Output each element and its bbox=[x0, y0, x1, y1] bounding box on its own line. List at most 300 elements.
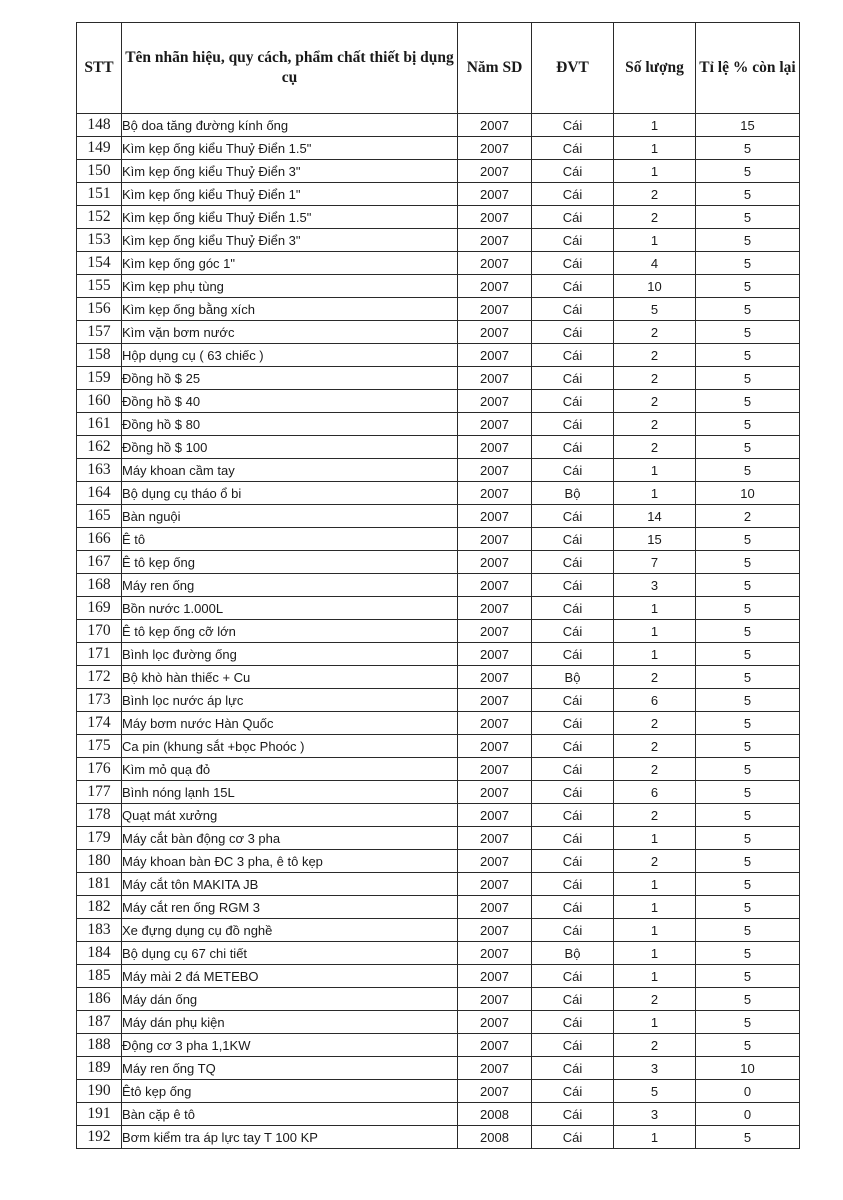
year-of-use-cell: 2007 bbox=[458, 712, 532, 735]
remaining-percent-cell: 5 bbox=[696, 1126, 800, 1149]
remaining-percent-cell: 5 bbox=[696, 942, 800, 965]
table-row bbox=[77, 735, 800, 758]
item-name-cell: Kìm kẹp ống kiểu Thuỷ Điển 1" bbox=[122, 183, 458, 206]
remaining-percent-cell: 10 bbox=[696, 482, 800, 505]
quantity-cell: 3 bbox=[614, 1057, 696, 1080]
remaining-percent-cell: 5 bbox=[696, 781, 800, 804]
row-number-cell: 156 bbox=[77, 298, 122, 321]
table-row bbox=[77, 1034, 800, 1057]
remaining-percent-cell: 5 bbox=[696, 551, 800, 574]
remaining-percent-cell: 5 bbox=[696, 367, 800, 390]
unit-cell: Cái bbox=[532, 1080, 614, 1103]
item-name-cell: Kìm vặn bơm nước bbox=[122, 321, 458, 344]
table-row bbox=[77, 298, 800, 321]
quantity-cell: 7 bbox=[614, 551, 696, 574]
year-of-use-cell: 2007 bbox=[458, 1034, 532, 1057]
table-row bbox=[77, 436, 800, 459]
table-row bbox=[77, 459, 800, 482]
remaining-percent-cell: 5 bbox=[696, 413, 800, 436]
quantity-cell: 1 bbox=[614, 942, 696, 965]
unit-cell: Cái bbox=[532, 344, 614, 367]
year-of-use-cell: 2007 bbox=[458, 551, 532, 574]
unit-cell: Cái bbox=[532, 574, 614, 597]
unit-cell: Cái bbox=[532, 643, 614, 666]
item-name-cell: Đồng hồ $ 100 bbox=[122, 436, 458, 459]
row-number-cell: 171 bbox=[77, 643, 122, 666]
row-number-cell: 152 bbox=[77, 206, 122, 229]
year-of-use-cell: 2007 bbox=[458, 620, 532, 643]
table-row bbox=[77, 390, 800, 413]
year-of-use-cell: 2007 bbox=[458, 298, 532, 321]
quantity-cell: 1 bbox=[614, 896, 696, 919]
quantity-cell: 1 bbox=[614, 459, 696, 482]
year-of-use-cell: 2007 bbox=[458, 252, 532, 275]
table-row bbox=[77, 781, 800, 804]
quantity-cell: 3 bbox=[614, 1103, 696, 1126]
year-of-use-cell: 2007 bbox=[458, 344, 532, 367]
table-row bbox=[77, 712, 800, 735]
quantity-cell: 2 bbox=[614, 804, 696, 827]
row-number-cell: 168 bbox=[77, 574, 122, 597]
year-of-use-cell: 2008 bbox=[458, 1103, 532, 1126]
quantity-cell: 5 bbox=[614, 298, 696, 321]
row-number-cell: 190 bbox=[77, 1080, 122, 1103]
table-row bbox=[77, 1080, 800, 1103]
row-number-cell: 185 bbox=[77, 965, 122, 988]
remaining-percent-cell: 5 bbox=[696, 965, 800, 988]
header-qty: Số lượng bbox=[614, 23, 696, 114]
unit-cell: Cái bbox=[532, 275, 614, 298]
item-name-cell: Bộ dụng cụ tháo ổ bi bbox=[122, 482, 458, 505]
table-row bbox=[77, 919, 800, 942]
row-number-cell: 188 bbox=[77, 1034, 122, 1057]
unit-cell: Cái bbox=[532, 735, 614, 758]
unit-cell: Cái bbox=[532, 229, 614, 252]
unit-cell: Cái bbox=[532, 114, 614, 137]
remaining-percent-cell: 5 bbox=[696, 712, 800, 735]
remaining-percent-cell: 0 bbox=[696, 1080, 800, 1103]
item-name-cell: Máy cắt ren ống RGM 3 bbox=[122, 896, 458, 919]
year-of-use-cell: 2007 bbox=[458, 1080, 532, 1103]
item-name-cell: Bơm kiểm tra áp lực tay T 100 KP bbox=[122, 1126, 458, 1149]
item-name-cell: Kìm kẹp ống kiểu Thuỷ Điển 3" bbox=[122, 160, 458, 183]
table-row bbox=[77, 229, 800, 252]
unit-cell: Cái bbox=[532, 160, 614, 183]
row-number-cell: 158 bbox=[77, 344, 122, 367]
row-number-cell: 187 bbox=[77, 1011, 122, 1034]
quantity-cell: 1 bbox=[614, 114, 696, 137]
year-of-use-cell: 2007 bbox=[458, 436, 532, 459]
remaining-percent-cell: 5 bbox=[696, 344, 800, 367]
row-number-cell: 166 bbox=[77, 528, 122, 551]
header-unit: ĐVT bbox=[532, 23, 614, 114]
remaining-percent-cell: 5 bbox=[696, 298, 800, 321]
row-number-cell: 167 bbox=[77, 551, 122, 574]
row-number-cell: 173 bbox=[77, 689, 122, 712]
quantity-cell: 2 bbox=[614, 1034, 696, 1057]
remaining-percent-cell: 5 bbox=[696, 183, 800, 206]
table-row bbox=[77, 597, 800, 620]
year-of-use-cell: 2007 bbox=[458, 321, 532, 344]
row-number-cell: 172 bbox=[77, 666, 122, 689]
year-of-use-cell: 2007 bbox=[458, 183, 532, 206]
table-row bbox=[77, 896, 800, 919]
item-name-cell: Kìm kẹp ống kiểu Thuỷ Điển 1.5" bbox=[122, 137, 458, 160]
table-row bbox=[77, 321, 800, 344]
row-number-cell: 186 bbox=[77, 988, 122, 1011]
row-number-cell: 181 bbox=[77, 873, 122, 896]
quantity-cell: 5 bbox=[614, 1080, 696, 1103]
quantity-cell: 14 bbox=[614, 505, 696, 528]
year-of-use-cell: 2007 bbox=[458, 597, 532, 620]
unit-cell: Cái bbox=[532, 1103, 614, 1126]
remaining-percent-cell: 5 bbox=[696, 528, 800, 551]
table-row bbox=[77, 482, 800, 505]
remaining-percent-cell: 5 bbox=[696, 160, 800, 183]
item-name-cell: Máy khoan bàn ĐC 3 pha, ê tô kẹp bbox=[122, 850, 458, 873]
unit-cell: Cái bbox=[532, 551, 614, 574]
item-name-cell: Ê tô kẹp ống bbox=[122, 551, 458, 574]
table-row bbox=[77, 1126, 800, 1149]
item-name-cell: Kìm kẹp ống kiểu Thuỷ Điển 3" bbox=[122, 229, 458, 252]
table-row bbox=[77, 574, 800, 597]
unit-cell: Cái bbox=[532, 827, 614, 850]
unit-cell: Cái bbox=[532, 137, 614, 160]
unit-cell: Cái bbox=[532, 367, 614, 390]
quantity-cell: 1 bbox=[614, 137, 696, 160]
quantity-cell: 2 bbox=[614, 344, 696, 367]
unit-cell: Cái bbox=[532, 781, 614, 804]
item-name-cell: Máy ren ống bbox=[122, 574, 458, 597]
unit-cell: Cái bbox=[532, 206, 614, 229]
quantity-cell: 1 bbox=[614, 597, 696, 620]
year-of-use-cell: 2007 bbox=[458, 896, 532, 919]
item-name-cell: Máy cắt tôn MAKITA JB bbox=[122, 873, 458, 896]
unit-cell: Cái bbox=[532, 873, 614, 896]
row-number-cell: 183 bbox=[77, 919, 122, 942]
table-row bbox=[77, 1103, 800, 1126]
row-number-cell: 163 bbox=[77, 459, 122, 482]
table-header bbox=[77, 23, 800, 114]
year-of-use-cell: 2007 bbox=[458, 367, 532, 390]
row-number-cell: 189 bbox=[77, 1057, 122, 1080]
remaining-percent-cell: 5 bbox=[696, 459, 800, 482]
row-number-cell: 182 bbox=[77, 896, 122, 919]
table-row bbox=[77, 275, 800, 298]
unit-cell: Cái bbox=[532, 1126, 614, 1149]
remaining-percent-cell: 5 bbox=[696, 873, 800, 896]
unit-cell: Cái bbox=[532, 689, 614, 712]
item-name-cell: Máy ren ống TQ bbox=[122, 1057, 458, 1080]
row-number-cell: 165 bbox=[77, 505, 122, 528]
quantity-cell: 2 bbox=[614, 666, 696, 689]
table-row bbox=[77, 873, 800, 896]
item-name-cell: Máy mài 2 đá METEBO bbox=[122, 965, 458, 988]
quantity-cell: 2 bbox=[614, 183, 696, 206]
table-row bbox=[77, 114, 800, 137]
table-row bbox=[77, 252, 800, 275]
remaining-percent-cell: 5 bbox=[696, 666, 800, 689]
row-number-cell: 192 bbox=[77, 1126, 122, 1149]
year-of-use-cell: 2007 bbox=[458, 1057, 532, 1080]
remaining-percent-cell: 10 bbox=[696, 1057, 800, 1080]
unit-cell: Cái bbox=[532, 413, 614, 436]
table-row bbox=[77, 206, 800, 229]
year-of-use-cell: 2007 bbox=[458, 390, 532, 413]
quantity-cell: 1 bbox=[614, 620, 696, 643]
remaining-percent-cell: 5 bbox=[696, 574, 800, 597]
table-row bbox=[77, 160, 800, 183]
year-of-use-cell: 2007 bbox=[458, 758, 532, 781]
remaining-percent-cell: 5 bbox=[696, 643, 800, 666]
remaining-percent-cell: 5 bbox=[696, 827, 800, 850]
year-of-use-cell: 2007 bbox=[458, 137, 532, 160]
quantity-cell: 2 bbox=[614, 390, 696, 413]
unit-cell: Bộ bbox=[532, 942, 614, 965]
table-row bbox=[77, 1057, 800, 1080]
year-of-use-cell: 2007 bbox=[458, 459, 532, 482]
unit-cell: Cái bbox=[532, 712, 614, 735]
item-name-cell: Kìm kẹp ống kiểu Thuỷ Điển 1.5" bbox=[122, 206, 458, 229]
unit-cell: Cái bbox=[532, 758, 614, 781]
year-of-use-cell: 2007 bbox=[458, 689, 532, 712]
year-of-use-cell: 2007 bbox=[458, 919, 532, 942]
year-of-use-cell: 2007 bbox=[458, 643, 532, 666]
year-of-use-cell: 2007 bbox=[458, 574, 532, 597]
unit-cell: Cái bbox=[532, 1057, 614, 1080]
remaining-percent-cell: 5 bbox=[696, 804, 800, 827]
table-row bbox=[77, 505, 800, 528]
year-of-use-cell: 2007 bbox=[458, 988, 532, 1011]
row-number-cell: 159 bbox=[77, 367, 122, 390]
year-of-use-cell: 2007 bbox=[458, 413, 532, 436]
table-row bbox=[77, 689, 800, 712]
table-row bbox=[77, 413, 800, 436]
year-of-use-cell: 2007 bbox=[458, 965, 532, 988]
year-of-use-cell: 2007 bbox=[458, 505, 532, 528]
item-name-cell: Bình lọc nước áp lực bbox=[122, 689, 458, 712]
item-name-cell: Máy cắt bàn động cơ 3 pha bbox=[122, 827, 458, 850]
quantity-cell: 1 bbox=[614, 1126, 696, 1149]
year-of-use-cell: 2007 bbox=[458, 827, 532, 850]
year-of-use-cell: 2007 bbox=[458, 114, 532, 137]
table-row bbox=[77, 620, 800, 643]
row-number-cell: 191 bbox=[77, 1103, 122, 1126]
row-number-cell: 149 bbox=[77, 137, 122, 160]
item-name-cell: Ê tô kẹp ống cỡ lớn bbox=[122, 620, 458, 643]
table-row bbox=[77, 137, 800, 160]
row-number-cell: 180 bbox=[77, 850, 122, 873]
row-number-cell: 176 bbox=[77, 758, 122, 781]
table-row bbox=[77, 758, 800, 781]
unit-cell: Cái bbox=[532, 896, 614, 919]
unit-cell: Cái bbox=[532, 804, 614, 827]
item-name-cell: Kìm kẹp phụ tùng bbox=[122, 275, 458, 298]
quantity-cell: 1 bbox=[614, 919, 696, 942]
remaining-percent-cell: 2 bbox=[696, 505, 800, 528]
remaining-percent-cell: 5 bbox=[696, 850, 800, 873]
item-name-cell: Êtô kẹp ống bbox=[122, 1080, 458, 1103]
header-stt: STT bbox=[77, 23, 122, 114]
row-number-cell: 155 bbox=[77, 275, 122, 298]
year-of-use-cell: 2007 bbox=[458, 482, 532, 505]
unit-cell: Cái bbox=[532, 252, 614, 275]
remaining-percent-cell: 5 bbox=[696, 988, 800, 1011]
item-name-cell: Máy bơm nước Hàn Quốc bbox=[122, 712, 458, 735]
item-name-cell: Bộ doa tăng đường kính ống bbox=[122, 114, 458, 137]
quantity-cell: 2 bbox=[614, 367, 696, 390]
quantity-cell: 2 bbox=[614, 321, 696, 344]
row-number-cell: 179 bbox=[77, 827, 122, 850]
unit-cell: Cái bbox=[532, 390, 614, 413]
table-row bbox=[77, 988, 800, 1011]
quantity-cell: 1 bbox=[614, 160, 696, 183]
quantity-cell: 1 bbox=[614, 643, 696, 666]
row-number-cell: 154 bbox=[77, 252, 122, 275]
item-name-cell: Kìm kẹp ống góc 1" bbox=[122, 252, 458, 275]
row-number-cell: 160 bbox=[77, 390, 122, 413]
quantity-cell: 1 bbox=[614, 482, 696, 505]
item-name-cell: Kìm kẹp ống bằng xích bbox=[122, 298, 458, 321]
table-row bbox=[77, 367, 800, 390]
year-of-use-cell: 2007 bbox=[458, 666, 532, 689]
table-row bbox=[77, 850, 800, 873]
table-row bbox=[77, 1011, 800, 1034]
remaining-percent-cell: 5 bbox=[696, 252, 800, 275]
quantity-cell: 3 bbox=[614, 574, 696, 597]
remaining-percent-cell: 5 bbox=[696, 620, 800, 643]
table-row bbox=[77, 528, 800, 551]
table-row bbox=[77, 804, 800, 827]
item-name-cell: Bồn nước 1.000L bbox=[122, 597, 458, 620]
quantity-cell: 1 bbox=[614, 229, 696, 252]
header-year: Năm SD bbox=[458, 23, 532, 114]
item-name-cell: Bàn nguội bbox=[122, 505, 458, 528]
row-number-cell: 177 bbox=[77, 781, 122, 804]
item-name-cell: Quạt mát xưởng bbox=[122, 804, 458, 827]
header-row bbox=[77, 23, 800, 114]
unit-cell: Cái bbox=[532, 436, 614, 459]
year-of-use-cell: 2007 bbox=[458, 873, 532, 896]
unit-cell: Bộ bbox=[532, 666, 614, 689]
quantity-cell: 1 bbox=[614, 827, 696, 850]
row-number-cell: 157 bbox=[77, 321, 122, 344]
year-of-use-cell: 2007 bbox=[458, 1011, 532, 1034]
remaining-percent-cell: 5 bbox=[696, 275, 800, 298]
header-name: Tên nhãn hiệu, quy cách, phẩm chất thiết bị dụng cụ bbox=[122, 23, 458, 114]
unit-cell: Cái bbox=[532, 988, 614, 1011]
remaining-percent-cell: 5 bbox=[696, 896, 800, 919]
remaining-percent-cell: 5 bbox=[696, 137, 800, 160]
table-row bbox=[77, 827, 800, 850]
quantity-cell: 15 bbox=[614, 528, 696, 551]
quantity-cell: 6 bbox=[614, 781, 696, 804]
quantity-cell: 2 bbox=[614, 988, 696, 1011]
remaining-percent-cell: 0 bbox=[696, 1103, 800, 1126]
remaining-percent-cell: 5 bbox=[696, 735, 800, 758]
unit-cell: Cái bbox=[532, 965, 614, 988]
item-name-cell: Bàn cặp ê tô bbox=[122, 1103, 458, 1126]
year-of-use-cell: 2007 bbox=[458, 160, 532, 183]
remaining-percent-cell: 5 bbox=[696, 1011, 800, 1034]
row-number-cell: 164 bbox=[77, 482, 122, 505]
unit-cell: Cái bbox=[532, 1011, 614, 1034]
year-of-use-cell: 2007 bbox=[458, 942, 532, 965]
remaining-percent-cell: 5 bbox=[696, 436, 800, 459]
header-pct: Tỉ lệ % còn lại bbox=[696, 23, 800, 114]
quantity-cell: 2 bbox=[614, 735, 696, 758]
quantity-cell: 4 bbox=[614, 252, 696, 275]
table-row bbox=[77, 666, 800, 689]
item-name-cell: Hộp dụng cụ ( 63 chiếc ) bbox=[122, 344, 458, 367]
item-name-cell: Đồng hồ $ 40 bbox=[122, 390, 458, 413]
row-number-cell: 151 bbox=[77, 183, 122, 206]
year-of-use-cell: 2007 bbox=[458, 735, 532, 758]
remaining-percent-cell: 5 bbox=[696, 919, 800, 942]
item-name-cell: Ê tô bbox=[122, 528, 458, 551]
table-row bbox=[77, 551, 800, 574]
item-name-cell: Ca pin (khung sắt +bọc Phoóc ) bbox=[122, 735, 458, 758]
year-of-use-cell: 2007 bbox=[458, 275, 532, 298]
year-of-use-cell: 2008 bbox=[458, 1126, 532, 1149]
remaining-percent-cell: 5 bbox=[696, 229, 800, 252]
item-name-cell: Động cơ 3 pha 1,1KW bbox=[122, 1034, 458, 1057]
quantity-cell: 2 bbox=[614, 712, 696, 735]
quantity-cell: 2 bbox=[614, 413, 696, 436]
quantity-cell: 2 bbox=[614, 850, 696, 873]
item-name-cell: Xe đựng dụng cụ đồ nghề bbox=[122, 919, 458, 942]
quantity-cell: 2 bbox=[614, 436, 696, 459]
row-number-cell: 169 bbox=[77, 597, 122, 620]
remaining-percent-cell: 5 bbox=[696, 689, 800, 712]
unit-cell: Cái bbox=[532, 528, 614, 551]
remaining-percent-cell: 5 bbox=[696, 390, 800, 413]
table-row bbox=[77, 183, 800, 206]
table-row bbox=[77, 942, 800, 965]
item-name-cell: Đồng hồ $ 25 bbox=[122, 367, 458, 390]
unit-cell: Cái bbox=[532, 183, 614, 206]
quantity-cell: 6 bbox=[614, 689, 696, 712]
quantity-cell: 1 bbox=[614, 873, 696, 896]
item-name-cell: Bình nóng lạnh 15L bbox=[122, 781, 458, 804]
quantity-cell: 1 bbox=[614, 1011, 696, 1034]
table-row bbox=[77, 965, 800, 988]
row-number-cell: 175 bbox=[77, 735, 122, 758]
year-of-use-cell: 2007 bbox=[458, 781, 532, 804]
year-of-use-cell: 2007 bbox=[458, 804, 532, 827]
row-number-cell: 148 bbox=[77, 114, 122, 137]
item-name-cell: Máy dán ống bbox=[122, 988, 458, 1011]
quantity-cell: 2 bbox=[614, 758, 696, 781]
row-number-cell: 178 bbox=[77, 804, 122, 827]
unit-cell: Cái bbox=[532, 321, 614, 344]
item-name-cell: Máy khoan cầm tay bbox=[122, 459, 458, 482]
row-number-cell: 184 bbox=[77, 942, 122, 965]
item-name-cell: Bộ dụng cụ 67 chi tiết bbox=[122, 942, 458, 965]
unit-cell: Cái bbox=[532, 505, 614, 528]
unit-cell: Cái bbox=[532, 1034, 614, 1057]
remaining-percent-cell: 5 bbox=[696, 1034, 800, 1057]
unit-cell: Cái bbox=[532, 620, 614, 643]
quantity-cell: 10 bbox=[614, 275, 696, 298]
remaining-percent-cell: 5 bbox=[696, 321, 800, 344]
quantity-cell: 1 bbox=[614, 965, 696, 988]
row-number-cell: 153 bbox=[77, 229, 122, 252]
item-name-cell: Kìm mỏ quạ đỏ bbox=[122, 758, 458, 781]
table-body bbox=[77, 114, 800, 1149]
remaining-percent-cell: 15 bbox=[696, 114, 800, 137]
remaining-percent-cell: 5 bbox=[696, 597, 800, 620]
